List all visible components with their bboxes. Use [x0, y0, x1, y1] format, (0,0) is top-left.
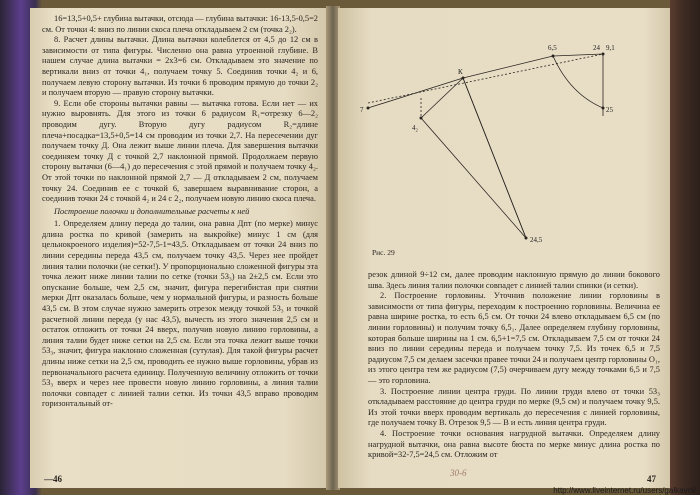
- label-6-5: 6,5: [548, 44, 557, 52]
- label-24-5: 24,5: [530, 236, 543, 244]
- construction-line: [368, 54, 603, 103]
- dart-left-side: [421, 78, 463, 118]
- paragraph: резок длиной 9÷12 см, далее проводим наклонную прямую до линии бокового шва. Здесь линия талии полочки совпадет с линией талии спинки (и сетки).: [368, 270, 660, 290]
- page-number: 47: [647, 474, 656, 484]
- left-page: [30, 8, 330, 488]
- book-cover-edge: [670, 0, 700, 495]
- paragraph: 9. Если обе стороны вытачки равны — вытачка готова. Если нет — их нужно выровнять. Для этого из точки 6 радиусом R₁=отрезку 6—2₂ проводим дугу. Вторую дугу радиусом R₂=длине плеча+посадка=13,5+0,5=14 см проводим из точки 2,7. На пересечении дуг получаем точку Д. Она лежит выше линии плеча. Для завершения вытачки соединяем точку Д с точкой 2,7 наклонной прямой. Продолжаем первую сторону вытачки (6—4₁) до пересечения с этой прямой и получаем точку 4₂. От этой точки по наклонной прямой 2,7 — Д откладываем 2 см, получаем точку 24. Соединив ее с точкой 6, завершаем выравнивание сторон, а соединив точки 24 с точкой 4₂ и 24 с 2₂, получаем новую линию скоса плеча.: [42, 98, 318, 204]
- paragraph: 8. Расчет длины вытачки. Длина вытачки колеблется от 4,5 до 12 см в зависимости от типа фигуры. Численно она равна утроенной глубине. В нашем случае длина вытачки = 2х3=6 см. Откладываем это значение по вертикали вниз от точки 4₁, получаем точку 5. Соединив точки 4₂ и 6, получаем левую сторону вытачки. Из точки 6 проводим прямую до точки 2₂ и получаем вторую — правую сторону вытачки.: [42, 35, 318, 98]
- point-marker: [552, 55, 555, 58]
- label-k: К: [458, 68, 463, 76]
- label-7: 7: [360, 106, 364, 114]
- paragraph: 3. Построение линии центра груди. По линии груди влево от точки 53₃ откладываем расстояние до центра груди по мерке (9,5 см) и получаем точку 9,5. Из этой точки вверх проводим вертикаль до пересечения с линией горловины, где получаем точку В. Отрезок 9,5 — В и есть линия центра груди.: [368, 386, 660, 428]
- label-24: 24: [593, 44, 600, 52]
- paragraph: 1. Определяем длину переда до талии, она равна Дпт (по мерке) минус длина ростка по кривой (замерить на выкройке) минус 1 см (для цельнокроеного изделия)=52-7,5-1=43,5. Откладываем от точки 24 вниз по линии середины переда 43,5 см, получаем точку 43,5. Через нее пройдет линия талии полочки (не сетки!). У пропорционально сложенной фигуры эта точка лежит ниже линии талии по сетке (точки 53₃) на 2±2,5 см. Если это опускание больше, чем 2,5 см, значит, фигура перегибистая при снятии мерки Дпт оказалась больше, чем у нормальной фигуры, и разность больше 43,5 см. В этом случае нужно замерить отрезок между точкой 53₃ и точкой расчетной линии переда (у нас 43,5), вычесть из этого значения 2,5 см и остаток отложить от точки 24 вверх, получив новую линию горловины, а линия талии будет ниже сетки на 2,5 см. Если эта точка лежит выше точки 53₃, значит, фигура наклонно сложенная (сутулая). Для такой фигуры расчет длины ниже сетки на 2,5 см, проводить ее нужно выше горловины, убрав из первоначального расчета единицу. Полученную величину отложить от точки 53₃ вверх и через нее провести новую линию горловины, а линия талии полочки совпадет с линией талии сетки. Из точки 43,5 вправо проводим горизонтальный от-: [42, 219, 318, 409]
- point-marker: [462, 77, 465, 80]
- point-marker: [525, 237, 528, 240]
- watermark-url[interactable]: http://www.liveinternet.ru/users/galkavol/: [553, 486, 696, 495]
- paragraph: 16=13,5+0,5+ глубина вытачки, отсюда — глубина вытачки: 16-13,5-0,5=2 см. От точки 4: вниз по линии скоса плеча откладываем 2 см (точка 2₂).: [42, 14, 318, 34]
- dart-leg: [421, 118, 526, 238]
- pattern-drawing-figure: [338, 8, 670, 258]
- point-marker: [367, 107, 370, 110]
- right-page-text: [368, 270, 660, 461]
- label-4-2: 4₂: [412, 124, 418, 132]
- page-number: —46: [44, 474, 62, 484]
- point-marker: [420, 117, 423, 120]
- paragraph: 2. Построение горловины. Уточнив положение линии горловины в зависимости от типа фигуры, переходим к построению горловины. Величина ее равна ширине ростка, то есть 6,5 см. От точки 24 влево откладываем 6,5 см (по линии горловины) и получим точку 6,5₁. Далее определяем глубину горловины, которая больше ширины на 1 см. 6,5+1=7,5 см. Откладываем 7,5 см от точки 24 вниз по линии середины переда и получаем точку 7,5. Из точек 6,5 и 7,5 радиусом 7,5 см делаем засечки правее точки 24 и получаем центр горловины О₁, из этого центра тем же радиусом (7,5) очерчиваем дугу между точками 6,5 и 7,5 — это горловина.: [368, 291, 660, 385]
- dart-right-side: [463, 78, 526, 238]
- label-25: 25: [606, 106, 613, 114]
- figure-caption: Рис. 29: [372, 248, 395, 257]
- pencil-note: 30-6: [450, 468, 467, 478]
- neckline-curve: [553, 56, 603, 108]
- point-marker: [602, 107, 605, 110]
- left-page-text: [42, 14, 318, 410]
- right-page: [338, 8, 670, 488]
- point-marker: [602, 53, 605, 56]
- paragraph: 4. Построение точки основания нагрудной вытачки. Определяем длину нагрудной вытачки, она равна высоте бюста по мерке минус длина ростка по кривой=32-7,5=24,5 см. Отложим от: [368, 428, 660, 460]
- shoulder-line: [463, 56, 553, 78]
- section-heading: Построение полочки и дополнительные расчеты к ней: [54, 206, 250, 216]
- label-9-1: 9,1: [606, 44, 615, 52]
